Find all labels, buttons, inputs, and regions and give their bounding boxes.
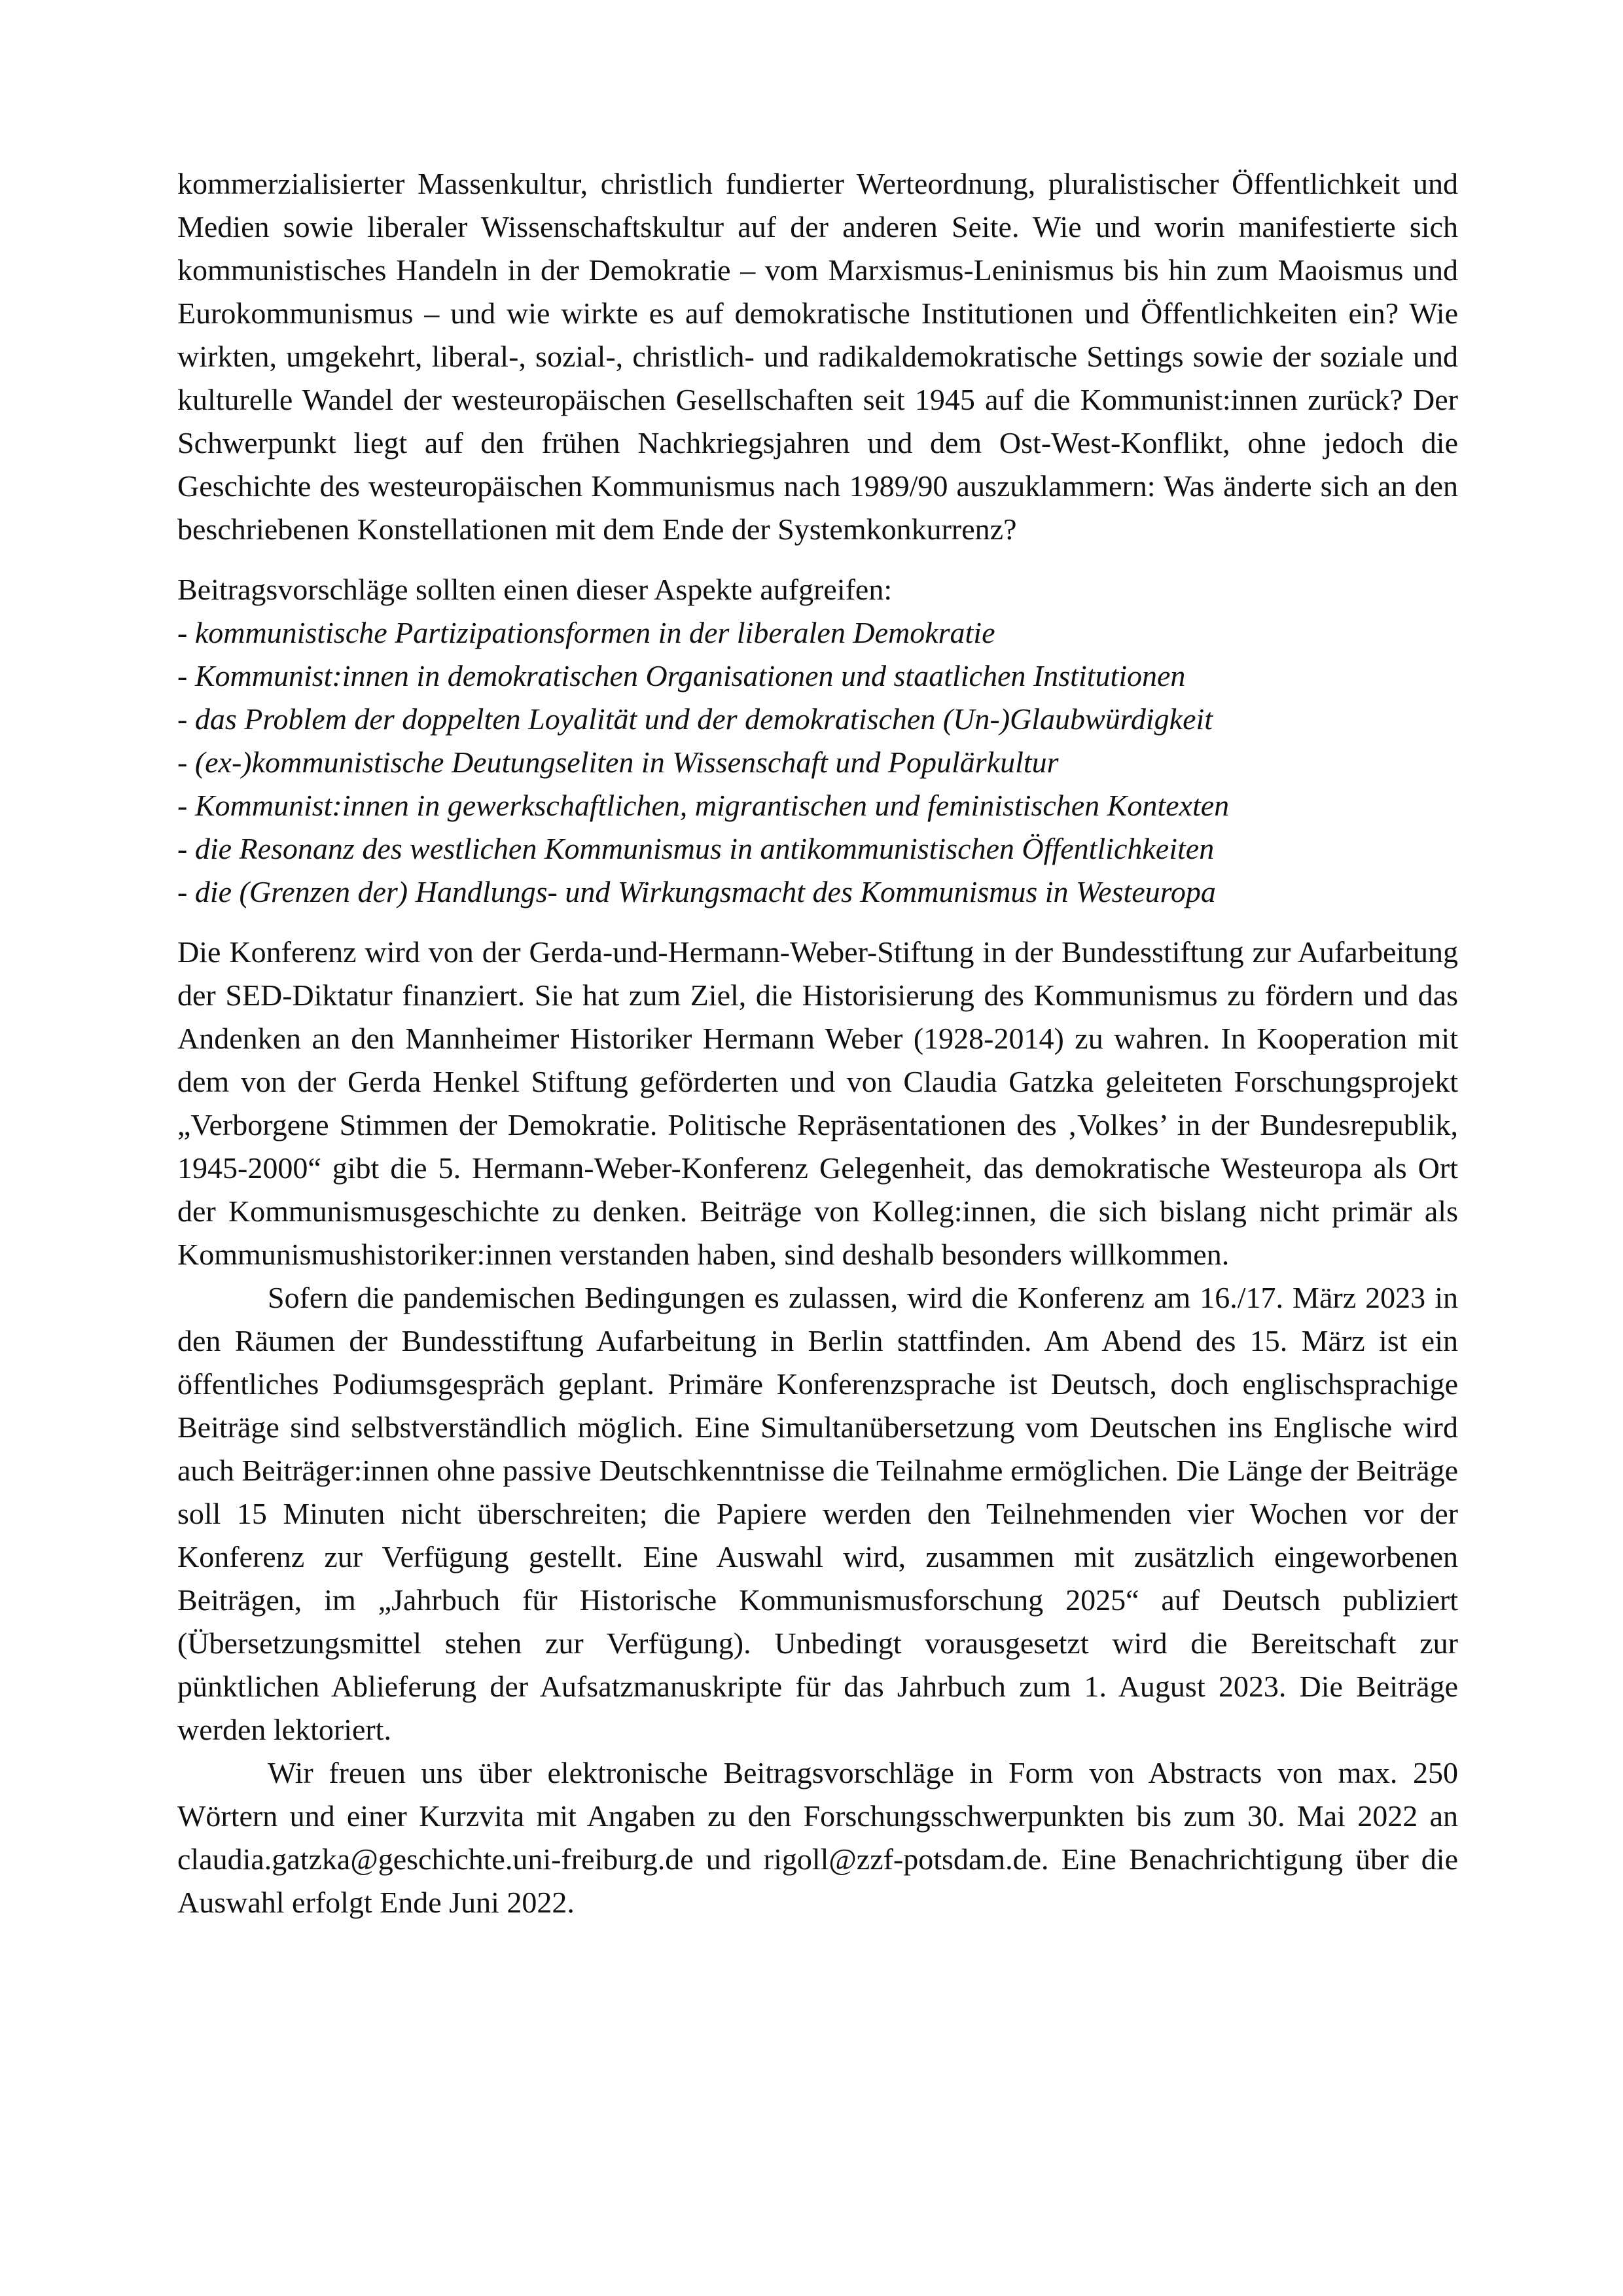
list-item: - Kommunist:innen in demokratischen Organisationen und staatlichen Institutionen xyxy=(177,659,1186,692)
funding-paragraph: Die Konferenz wird von der Gerda-und-Hermann-Weber-Stiftung in der Bundesstiftung zur Aufarbeitung der SED-Diktatur finanziert. Sie hat zum Ziel, die Historisierung des Kommunismus zu fördern und das Andenken an den Mannheimer Historiker Hermann Weber (1928-2014) zu wahren. In Kooperation mit dem von der Gerda Henkel Stiftung geförderten und von Claudia Gatzka geleiteten Forschungsprojekt „Verborgene Stimmen der Demokratie. Politische Repräsentationen des ‚Volkes’ in der Bundesrepublik, 1945-2000“ gibt die 5. Hermann-Weber-Konferenz Gelegenheit, das demokratische Westeuropa als Ort der Kommunismusgeschichte zu denken. Beiträge von Kolleg:innen, die sich bislang nicht primär als Kommunismushistoriker:innen verstanden haben, sind deshalb besonders willkommen. xyxy=(177,935,1458,1271)
submission-paragraph: Wir freuen uns über elektronische Beitragsvorschläge in Form von Abstracts von max. 250 Wörtern und einer Kurzvita mit Angaben zu den Forschungsschwerpunkten bis zum 30. Mai 2022 an claudia.gatzka@geschichte.uni-freiburg.de und rigoll@zzf-potsdam.de. Eine Benachrichtigung über die Auswahl erfolgt Ende Juni 2022. xyxy=(177,1756,1458,1919)
aspects-section xyxy=(177,568,1458,914)
list-item: - die Resonanz des westlichen Kommunismus in antikommunistischen Öffentlichkeiten xyxy=(177,832,1215,865)
document-page xyxy=(177,162,1458,1924)
aspects-intro: Beitragsvorschläge sollten einen dieser Aspekte aufgreifen: xyxy=(177,573,893,606)
list-item: - (ex-)kommunistische Deutungseliten in Wissenschaft und Populärkultur xyxy=(177,745,1059,779)
list-item: - das Problem der doppelten Loyalität und der demokratischen (Un-)Glaubwürdigkeit xyxy=(177,702,1213,736)
aspects-list xyxy=(177,611,1458,914)
intro-paragraph: kommerzialisierter Massenkultur, christlich fundierter Werteordnung, pluralistischer Öffentlichkeit und Medien sowie liberaler Wissenschaftskultur auf der anderen Seite. Wie und worin manifestierte sich kommunistisches Handeln in der Demokratie – vom Marxismus-Leninismus bis hin zum Maoismus und Eurokommunismus – und wie wirkte es auf demokratische Institutionen und Öffentlichkeiten ein? Wie wirkten, umgekehrt, liberal-, sozial-, christlich- und radikaldemokratische Settings sowie der soziale und kulturelle Wandel der westeuropäischen Gesellschaften seit 1945 auf die Kommunist:innen zurück? Der Schwerpunkt liegt auf den frühen Nachkriegsjahren und dem Ost-West-Konflikt, ohne jedoch die Geschichte des westeuropäischen Kommunismus nach 1989/90 auszuklammern: Was änderte sich an den beschriebenen Konstellationen mit dem Ende der Systemkonkurrenz? xyxy=(177,167,1458,546)
list-item: - kommunistische Partizipationsformen in der liberalen Demokratie xyxy=(177,616,995,649)
list-item: - die (Grenzen der) Handlungs- und Wirkungsmacht des Kommunismus in Westeuropa xyxy=(177,875,1216,908)
list-item: - Kommunist:innen in gewerkschaftlichen, migrantischen und feministischen Kontexten xyxy=(177,789,1230,822)
logistics-paragraph: Sofern die pandemischen Bedingungen es zulassen, wird die Konferenz am 16./17. März 2023 in den Räumen der Bundesstiftung Aufarbeitung in Berlin stattfinden. Am Abend des 15. März ist ein öffentliches Podiumsgespräch geplant. Primäre Konferenzsprache ist Deutsch, doch englischsprachige Beiträge sind selbstverständlich möglich. Eine Simultanübersetzung vom Deutschen ins Englische wird auch Beiträger:innen ohne passive Deutschkenntnisse die Teilnahme ermöglichen. Die Länge der Beiträge soll 15 Minuten nicht überschreiten; die Papiere werden den Teilnehmenden vier Wochen vor der Konferenz zur Verfügung gestellt. Eine Auswahl wird, zusammen mit zusätzlich eingeworbenen Beiträgen, im „Jahrbuch für Historische Kommunismusforschung 2025“ auf Deutsch publiziert (Übersetzungsmittel stehen zur Verfügung). Unbedingt vorausgesetzt wird die Bereitschaft zur pünktlichen Ablieferung der Aufsatzmanuskripte für das Jahrbuch zum 1. August 2023. Die Beiträge werden lektoriert. xyxy=(177,1281,1458,1746)
